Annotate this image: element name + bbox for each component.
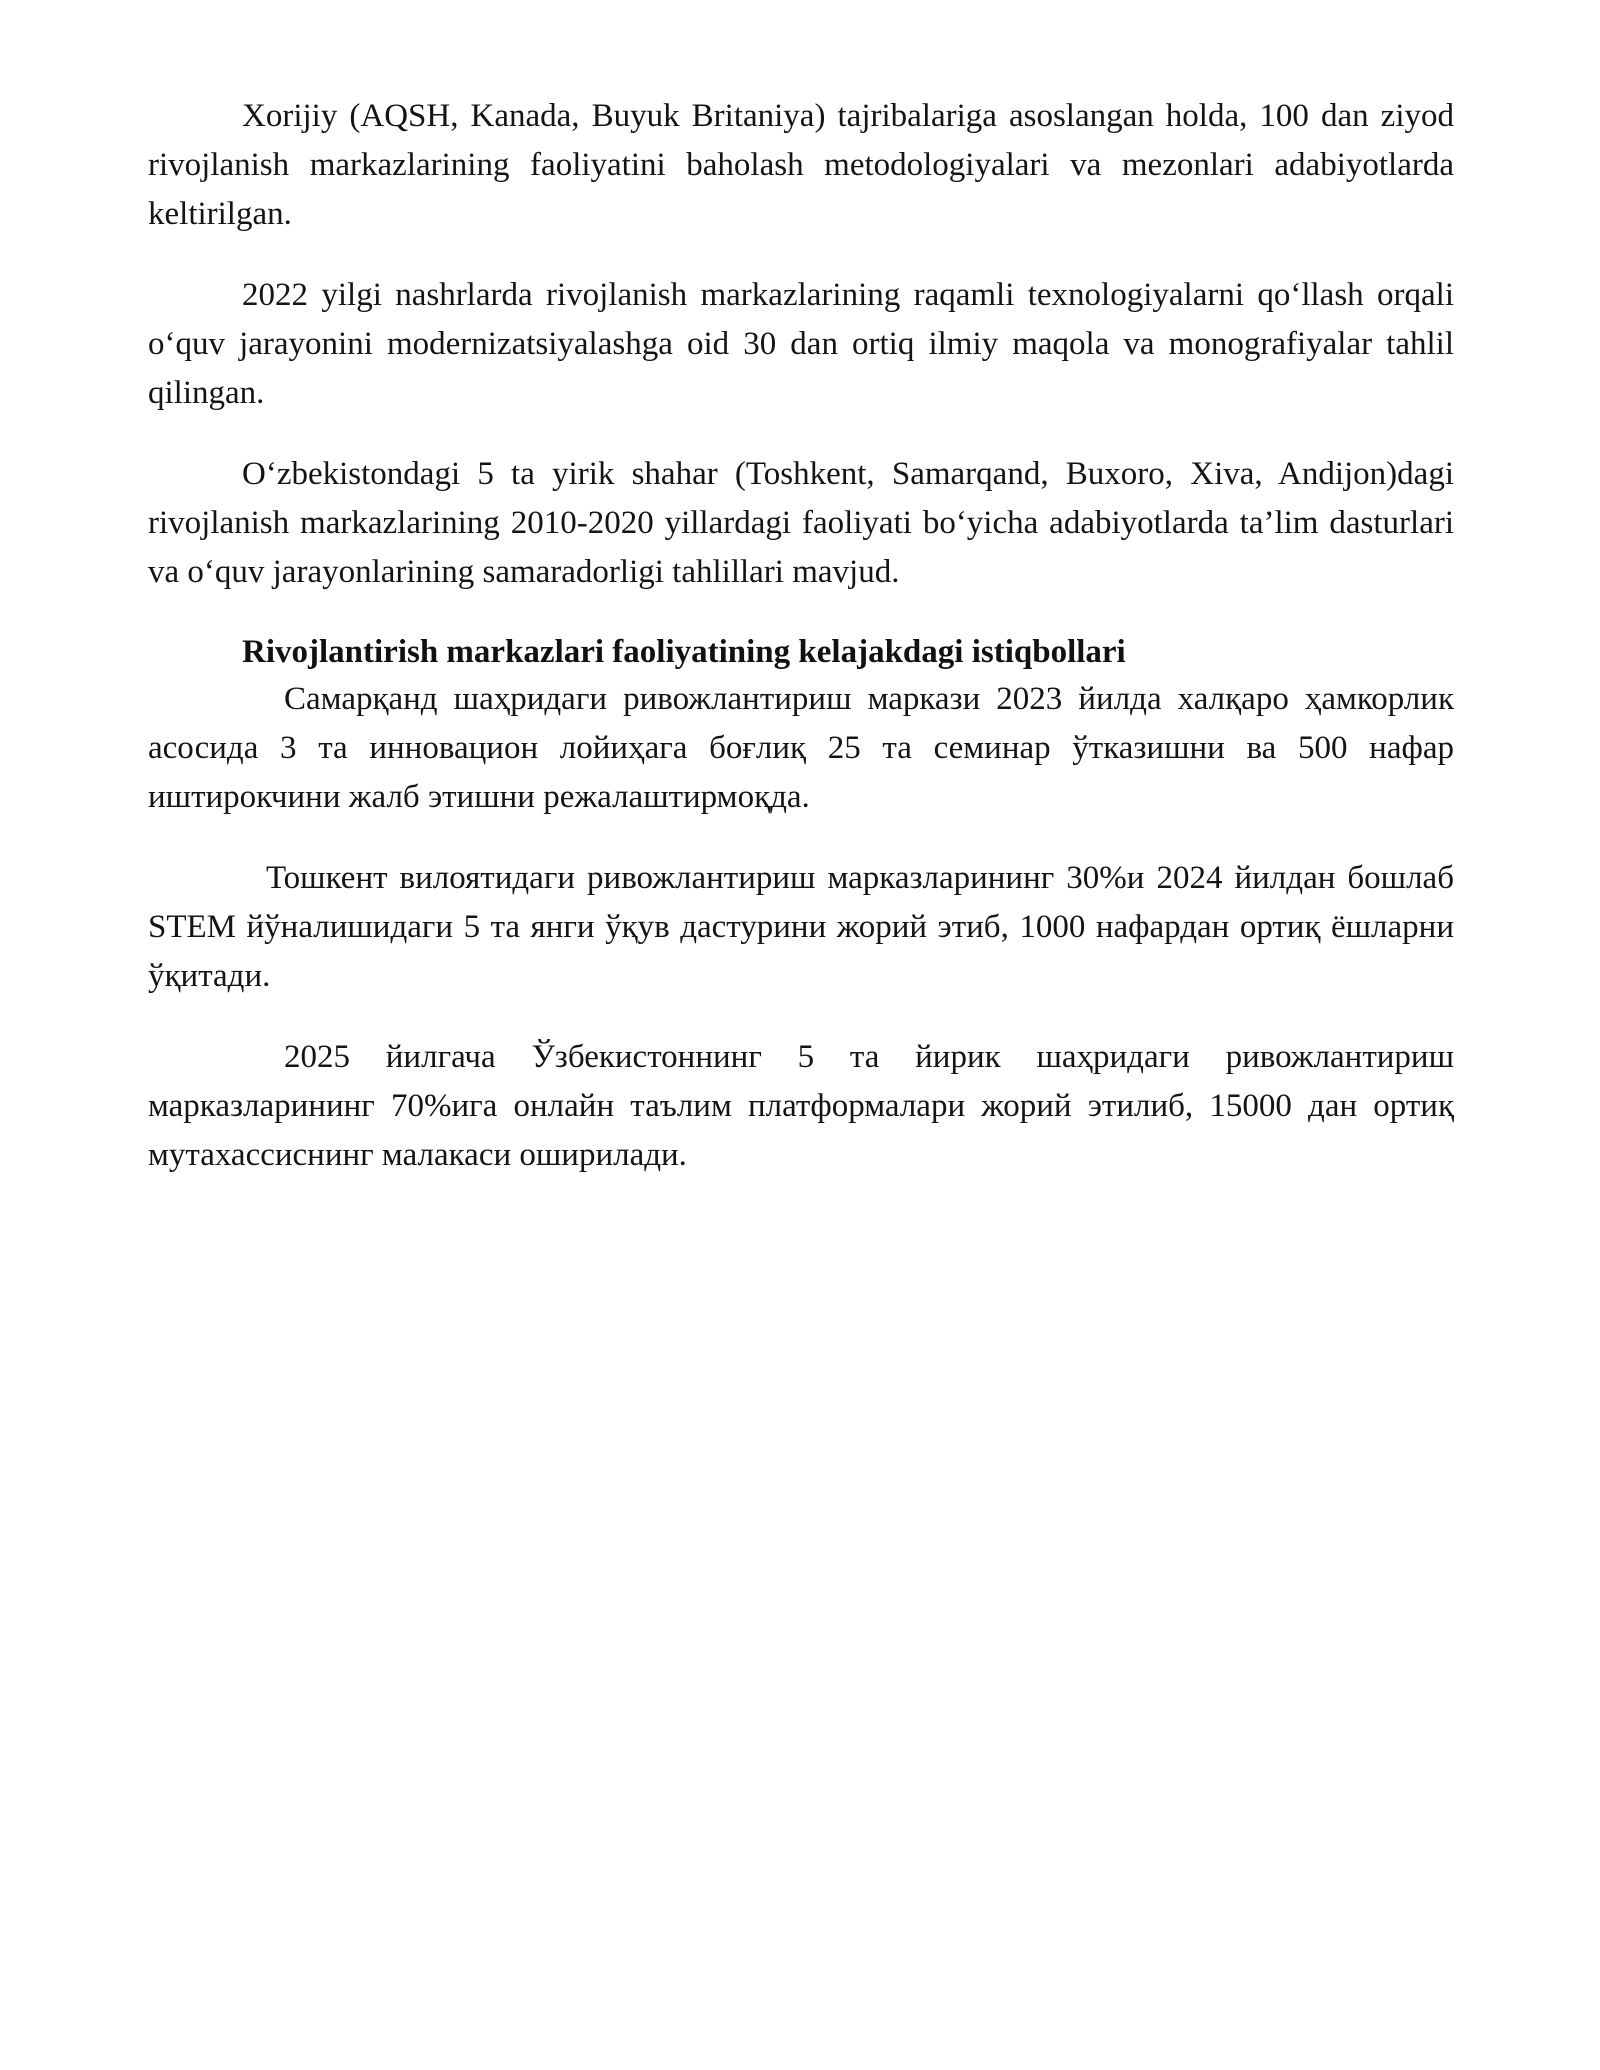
section-heading: Rivojlantirish markazlari faoliyatining kelajakdagi istiqbollari (242, 634, 1126, 670)
paragraph-samarkand: Самарқанд шаҳридаги ривожлантириш маркази 2023 йилда халқаро ҳамкорлик асосида 3 та инновацион лойиҳага боғлиқ 25 та семинар ўтказишни ва 500 нафар иштирокчини жалб этишни режалаштирмоқда. (148, 681, 1454, 815)
paragraph-2025-plans: 2025 йилгача Ўзбекистоннинг 5 та йирик шаҳридаги ривожлантириш марказларининг 70%ига онлайн таълим платформалари жорий этилиб, 15000 дан ортиқ мутахассиснинг малакаси оширилади. (148, 1039, 1454, 1173)
paragraph-foreign-experience: Xorijiy (AQSH, Kanada, Buyuk Britaniya) tajribalariga asoslangan holda, 100 dan ziyod rivojlanish markazlarining faoliyatini baholash metodologiyalari va mezonlari adabiyotlarda keltirilgan. (148, 98, 1454, 232)
document-body (148, 92, 1454, 1212)
paragraph-uzbekistan-cities: O‘zbekistondagi 5 ta yirik shahar (Toshkent, Samarqand, Buxoro, Xiva, Andijon)dagi rivojlanish markazlarining 2010-2020 yillardagi faoliyati bo‘yicha adabiyotlarda ta’lim dasturlari va o‘quv jarayonlarining samaradorligi tahlillari mavjud. (148, 456, 1454, 590)
paragraph-2022-publications: 2022 yilgi nashrlarda rivojlanish markazlarining raqamli texnologiyalarni qo‘llash orqali o‘quv jarayonini modernizatsiyalashga oid 30 dan ortiq ilmiy maqola va monografiyalar tahlil qilingan. (148, 277, 1454, 411)
paragraph-tashkent: Тошкент вилоятидаги ривожлантириш марказларининг 30%и 2024 йилдан бошлаб STEM йўналишидаги 5 та янги ўқув дастурини жорий этиб, 1000 нафардан ортиқ ёшларни ўқитади. (148, 860, 1454, 994)
